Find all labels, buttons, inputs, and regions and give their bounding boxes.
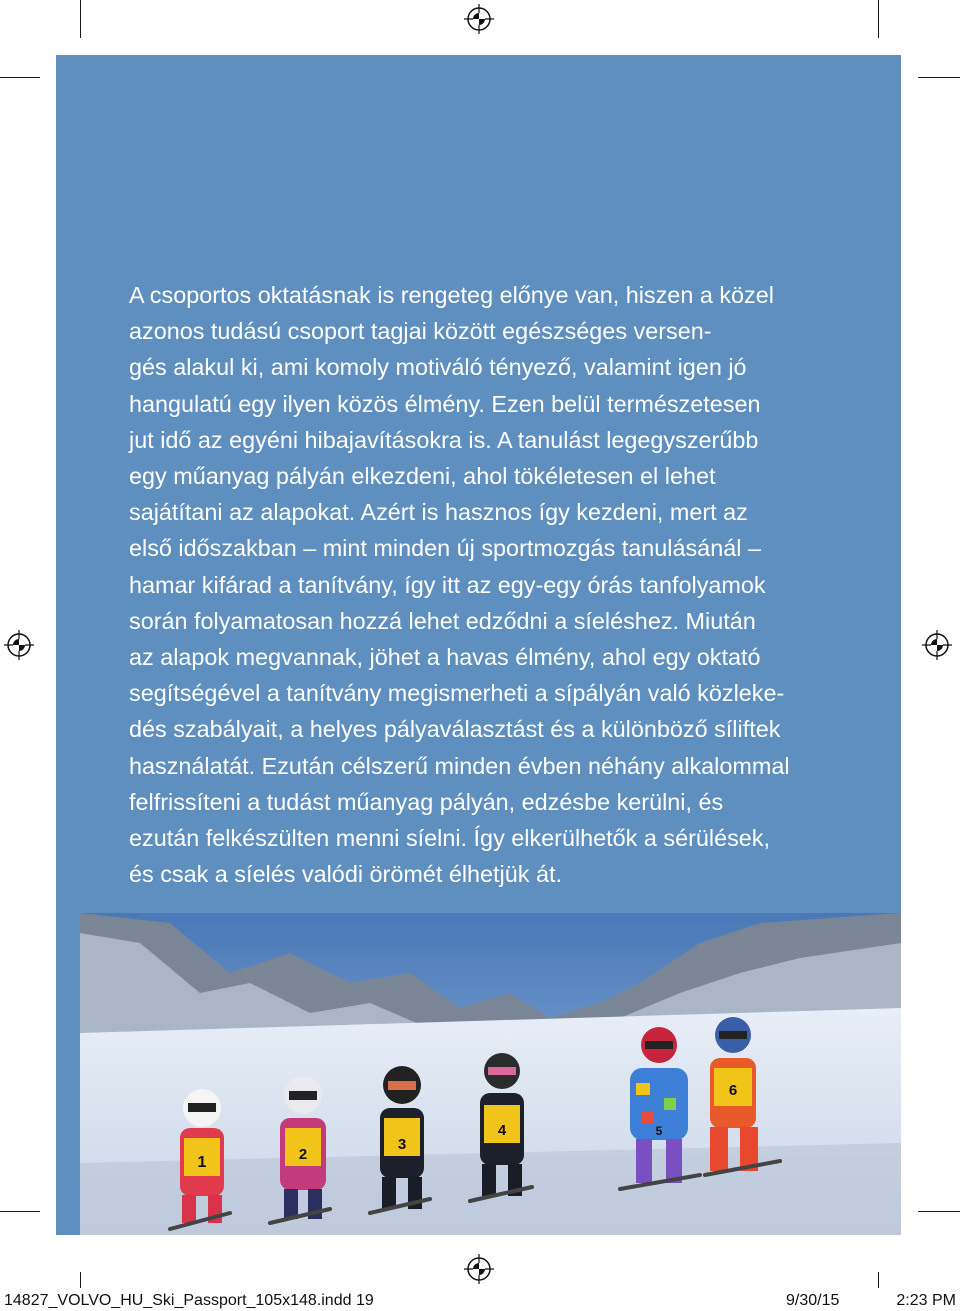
paragraph-line: dés szabályait, a helyes pályaválasztást és a különböző síliftek <box>129 716 781 743</box>
paragraph-line: és csak a síelés valódi örömét élhetjük át. <box>129 861 562 888</box>
paragraph-line: hangulatú egy ilyen közös élmény. Ezen belül természetesen <box>129 390 761 417</box>
paragraph-line: segítségével a tanítvány megismerheti a sípályán való közleke- <box>129 680 785 707</box>
registration-mark-icon <box>922 630 952 660</box>
paragraph-line: sajátítani az alapokat. Azért is hasznos így kezdeni, mert az <box>129 499 748 526</box>
paragraph-line: azonos tudású csoport tagjai között egészséges versen- <box>129 318 712 345</box>
bib-number: 6 <box>728 1082 738 1099</box>
ski-children-photo <box>80 913 901 1235</box>
paragraph-line: hamar kifárad a tanítvány, így itt az egy-egy órás tanfolyamok <box>129 571 766 598</box>
footer-timestamp <box>786 1292 956 1310</box>
paragraph-line: ezután felkészülten menni síelni. Így elkerülhetők a sérülések, <box>129 825 770 852</box>
body-paragraph <box>129 277 849 892</box>
registration-mark-icon <box>464 4 494 34</box>
crop-mark-bottom-left-v <box>80 1272 81 1288</box>
crop-mark-top-left-h <box>0 77 40 78</box>
bib-number: 4 <box>497 1122 507 1139</box>
page-panel <box>56 55 901 1235</box>
paragraph-line: használatát. Ezután célszerű minden évben néhány alkalommal <box>129 752 790 779</box>
registration-mark-icon <box>464 1254 494 1284</box>
paragraph-line: A csoportos oktatásnak is rengeteg előnye van, hiszen a közel <box>129 282 774 308</box>
paragraph-line: az alapok megvannak, jöhet a havas élmény, ahol egy oktató <box>129 644 761 671</box>
bib-number: 1 <box>197 1154 207 1171</box>
footer-time: 2:23 PM <box>896 1292 956 1309</box>
crop-mark-bottom-left-h <box>0 1211 40 1212</box>
crop-mark-bottom-right-h <box>918 1211 960 1212</box>
footer-file-name: 14827_VOLVO_HU_Ski_Passport_105x148.indd 19 <box>4 1292 374 1309</box>
registration-mark-icon <box>4 630 34 660</box>
crop-mark-bottom-right-v <box>878 1272 879 1288</box>
bib-number: 3 <box>397 1136 407 1153</box>
bib-number: 5 <box>655 1124 663 1138</box>
paragraph-line: felfrissíteni a tudást műanyag pályán, edzésbe kerülni, és <box>129 788 724 815</box>
crop-mark-top-left-v <box>80 0 81 38</box>
paragraph-line: gés alakul ki, ami komoly motiváló tényező, valamint igen jó <box>129 354 747 381</box>
paragraph-line: jut idő az egyéni hibajavításokra is. A tanulást legegyszerűbb <box>129 426 759 453</box>
bib-number: 2 <box>298 1146 308 1163</box>
paragraph-line: során folyamatosan hozzá lehet edződni a síeléshez. Miután <box>129 607 756 634</box>
crop-mark-top-right-v <box>878 0 879 38</box>
paragraph-line: egy műanyag pályán elkezdeni, ahol tökéletesen el lehet <box>129 463 716 490</box>
paragraph-line: első időszakban – mint minden új sportmozgás tanulásánál – <box>129 535 761 562</box>
crop-mark-top-right-h <box>918 77 960 78</box>
footer-date: 9/30/15 <box>786 1292 840 1309</box>
